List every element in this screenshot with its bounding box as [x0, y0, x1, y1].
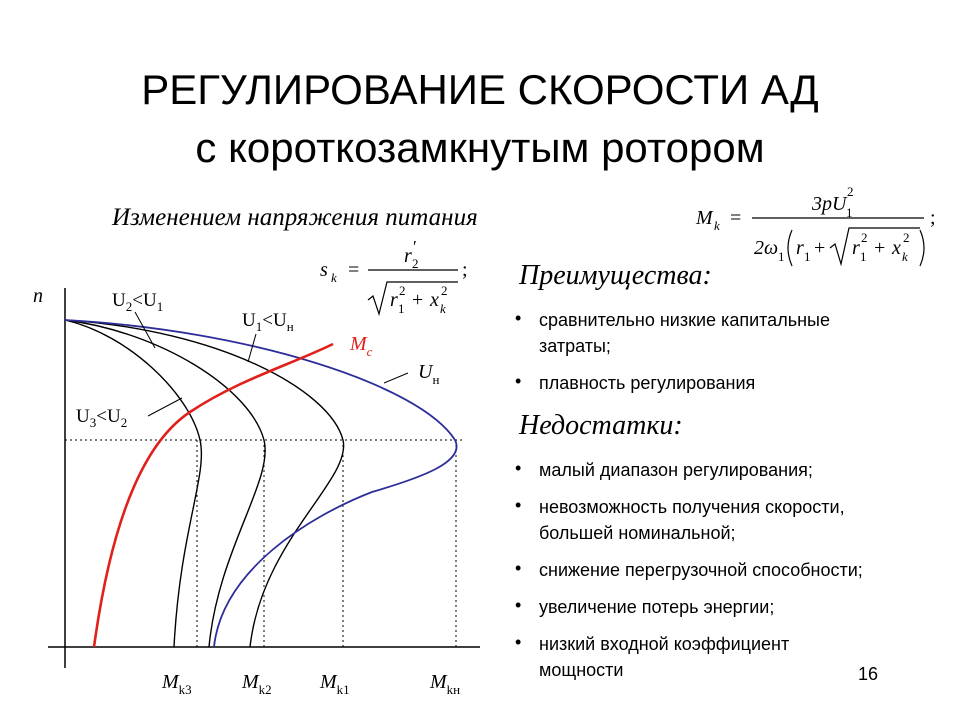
mk-den-plus: +	[814, 237, 826, 259]
sk-num-prime: ′	[413, 238, 417, 256]
sk-den-r-sub: 1	[398, 301, 405, 316]
sk-num-sub: 2	[412, 256, 419, 271]
label-un: $U_н$	[418, 361, 440, 387]
curve-u3	[65, 320, 201, 647]
mk-num-sup: 2	[847, 184, 854, 199]
mk-eq: =	[730, 207, 742, 229]
sk-den-r-sq: 2	[399, 283, 406, 298]
list-item: • плавность регулирования	[515, 370, 830, 396]
sk-den-r: r	[390, 289, 398, 311]
mk-lhs: M	[696, 207, 713, 229]
formula-mk	[694, 180, 944, 270]
mk-den-r2-sq: 2	[861, 230, 868, 245]
leader-u3u2	[148, 398, 182, 416]
list-item: • увеличение потерь энергии;	[515, 594, 863, 620]
list-item: • снижение перегрузочной способности;	[515, 557, 863, 583]
leader-un	[384, 373, 408, 383]
slide-title-line1: РЕГУЛИРОВАНИЕ СКОРОСТИ АД	[141, 66, 819, 113]
label-u1un: $U_1<U_н$	[242, 310, 294, 334]
list-item: • сравнительно низкие капитальные затраты;	[515, 307, 830, 359]
leader-u1un	[248, 334, 256, 362]
list-item: • малый диапазон регулирования;	[515, 457, 863, 483]
sk-den-x-sub: k	[440, 301, 446, 316]
y-axis-label: n	[33, 285, 43, 307]
label-u3u2: $U_3<U_2$	[76, 406, 128, 430]
bullet-icon: •	[515, 495, 522, 515]
sk-den-x-sq: 2	[441, 283, 448, 298]
disadvantages-heading: Недостатки:	[519, 410, 683, 441]
bullet-icon: •	[515, 595, 522, 615]
speed-torque-diagram	[0, 270, 520, 720]
mk-den-plus2: +	[874, 237, 886, 259]
bullet-icon: •	[515, 632, 522, 652]
mk-num-sub: 1	[846, 205, 853, 220]
mk-den-r-sub: 1	[804, 249, 811, 264]
page-number: 16	[857, 664, 878, 684]
mk-den-r2: r	[852, 237, 860, 259]
x-label-mk3: $M_{k3}$	[162, 671, 192, 697]
curve-u2	[65, 320, 265, 647]
mk-den-x: x	[892, 237, 901, 259]
x-label-mk1: $M_{k1}$	[320, 671, 350, 697]
bullet-icon: •	[515, 371, 522, 391]
slide-subtitle: Изменением напряжения питания	[112, 204, 478, 231]
sk-lhs-sub: k	[331, 270, 337, 285]
mk-den-coef-sub: 1	[778, 249, 785, 264]
x-label-mkn: $M_{kн}$	[430, 671, 461, 697]
bullet-icon: •	[515, 308, 522, 328]
list-item: • невозможность получения скорости, большей номинальной;	[515, 494, 863, 546]
curve-u1	[65, 320, 344, 647]
sk-lhs: s	[320, 259, 328, 281]
bullet-icon: •	[515, 558, 522, 578]
curve-load-mc	[94, 344, 333, 647]
sk-den-x: x	[430, 289, 439, 311]
x-label-mk2: $M_{k2}$	[242, 671, 272, 697]
mk-den-x-sq: 2	[903, 230, 910, 245]
list-item: • низкий входной коэффициент мощности	[515, 631, 863, 683]
mk-tail: ;	[930, 207, 936, 229]
sk-den-plus: +	[412, 289, 424, 311]
slide-title-line2: с короткозамкнутым ротором	[195, 124, 765, 171]
mk-den-coef: 2ω	[754, 237, 779, 259]
disadvantages-list	[515, 457, 863, 683]
mk-paren-left	[788, 230, 792, 266]
leader-u2u1	[135, 312, 155, 348]
advantages-list	[515, 307, 830, 396]
advantages-heading: Преимущества:	[519, 260, 712, 291]
label-mc: $M_c$	[350, 333, 373, 359]
mk-den-r2-sub: 1	[860, 249, 867, 264]
mk-den-r: r	[796, 237, 804, 259]
mk-lhs-sub: k	[714, 218, 720, 233]
mk-den-x-sub: k	[902, 249, 908, 264]
bullet-icon: •	[515, 458, 522, 478]
sk-tail: ;	[462, 259, 468, 281]
sk-eq: =	[348, 259, 360, 281]
label-u2u1: $U_2<U_1$	[112, 290, 164, 314]
mk-num: 3pU	[812, 193, 847, 215]
sk-num: r	[404, 245, 412, 267]
mk-paren-right	[920, 230, 924, 266]
